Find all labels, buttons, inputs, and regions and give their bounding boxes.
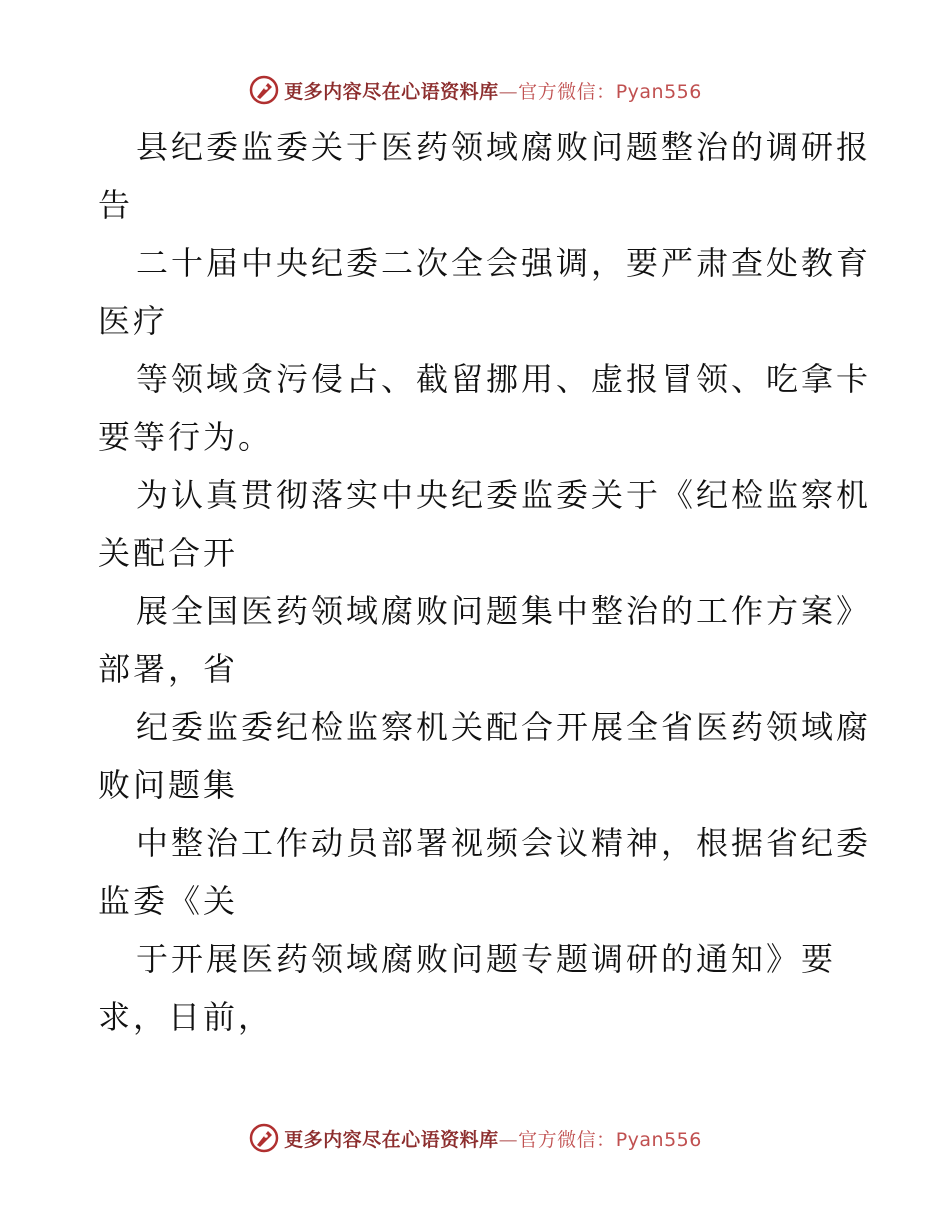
paragraph — [98, 814, 872, 930]
watermark-handle: Pyan556 — [615, 80, 702, 103]
paragraph-line: 监委《关 — [98, 882, 239, 920]
paragraph-line: 败问题集 — [98, 766, 239, 804]
watermark-brand: 更多内容尽在心语资料库 — [284, 1128, 499, 1151]
paragraph-line: 纪委监委纪检监察机关配合开展全省医药领域腐 — [136, 708, 872, 746]
paragraph-line: 医疗 — [98, 302, 169, 340]
document-body — [98, 118, 872, 1046]
pen-nib-logo-icon — [248, 74, 280, 106]
paragraph-line: 二十届中央纪委二次全会强调，要严肃查处教育 — [136, 244, 872, 282]
paragraph — [98, 582, 872, 698]
pen-nib-logo-icon — [248, 1122, 280, 1154]
watermark-wechat-label: 官方微信： — [518, 1128, 616, 1151]
watermark-handle: Pyan556 — [615, 1128, 702, 1151]
paragraph — [98, 350, 872, 466]
paragraph-line: 为认真贯彻落实中央纪委监委关于《纪检监察机 — [136, 476, 872, 514]
watermark-separator: — — [498, 1128, 519, 1151]
paragraph-line: 部署，省 — [98, 650, 239, 688]
paragraph-title — [98, 118, 872, 234]
paragraph-line: 要等行为。 — [98, 418, 274, 456]
watermark-text — [284, 1125, 702, 1152]
paragraph — [98, 930, 858, 1046]
paragraph-line: 中整治工作动员部署视频会议精神，根据省纪委 — [136, 824, 872, 862]
paragraph — [98, 466, 872, 582]
watermark-separator: — — [498, 80, 519, 103]
paragraph — [98, 698, 872, 814]
paragraph-line: 等领域贪污侵占、截留挪用、虚报冒领、吃拿卡 — [136, 360, 872, 398]
watermark-wechat-label: 官方微信： — [518, 80, 616, 103]
paragraph-line: 告 — [98, 186, 134, 224]
paragraph-line: 求，日前， — [98, 998, 274, 1036]
paragraph — [98, 234, 872, 350]
paragraph-line: 关配合开 — [98, 534, 239, 572]
paragraph-line: 于开展医药领域腐败问题专题调研的通知》要 — [136, 940, 837, 978]
watermark-brand: 更多内容尽在心语资料库 — [284, 80, 499, 103]
watermark-banner-top — [0, 70, 950, 110]
paragraph-line: 展全国医药领域腐败问题集中整治的工作方案》 — [136, 592, 872, 630]
watermark-text — [284, 77, 702, 104]
paragraph-line: 县纪委监委关于医药领域腐败问题整治的调研报 — [136, 128, 872, 166]
watermark-banner-bottom — [0, 1118, 950, 1158]
